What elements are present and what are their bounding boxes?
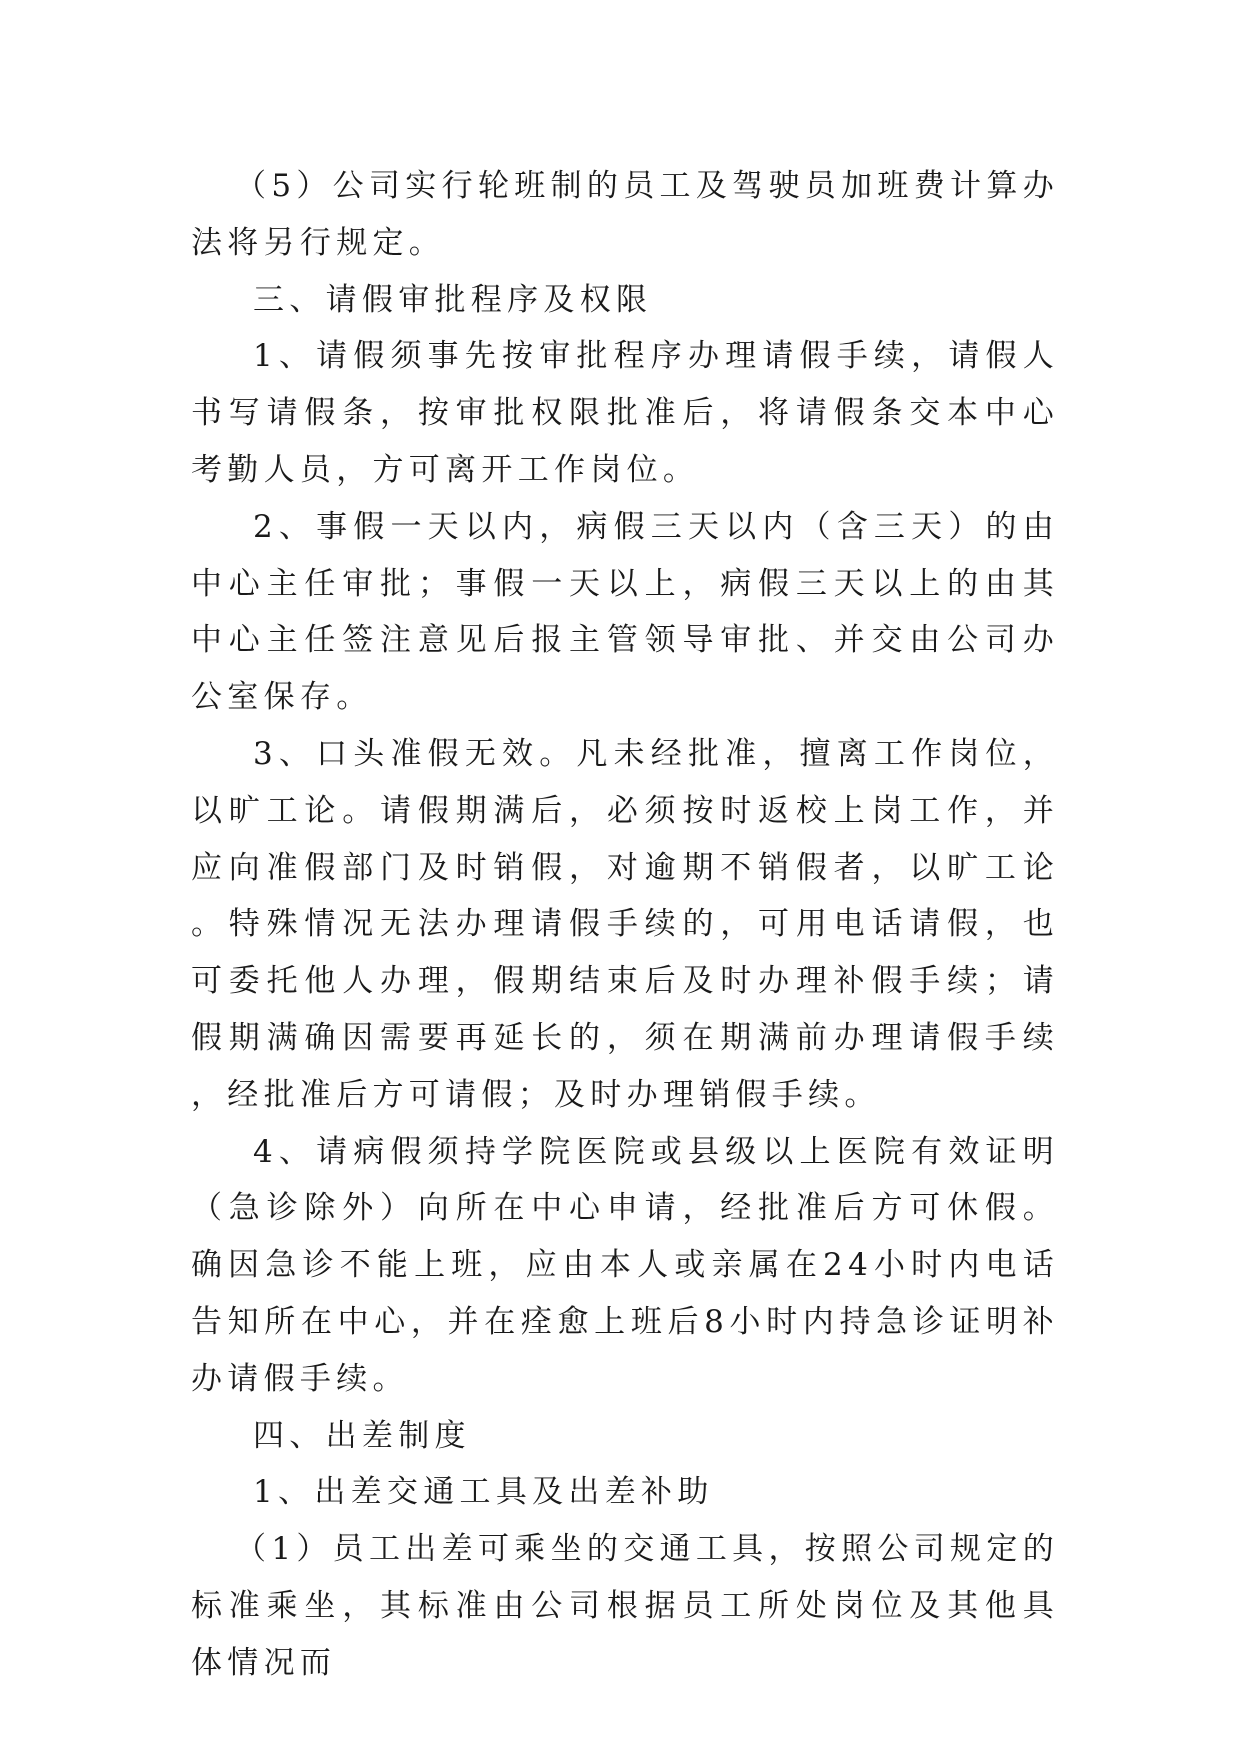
subheading-travel-transport: 1、出差交通工具及出差补助 bbox=[253, 1474, 714, 1511]
paragraph-leave-authority: 2、事假一天以内，病假三天以内（含三天）的由中心主任审批；事假一天以上，病假三天以上的由其中心主任签注意见后报主管领导审批、并交由公司办公室保存。 bbox=[191, 508, 1059, 716]
section-heading-leave-approval: 三、请假审批程序及权限 bbox=[253, 281, 653, 318]
document-body bbox=[191, 158, 1059, 1692]
paragraph-travel-transport-rule: （1）员工出差可乘坐的交通工具，按照公司规定的标准乘坐，其标准由公司根据员工所处岗位及其他具体情况而 bbox=[191, 1531, 1059, 1681]
paragraph-sick-leave: 4、请病假须持学院医院或县级以上医院有效证明（急诊除外）向所在中心申请，经批准后方可休假。确因急诊不能上班，应由本人或亲属在24小时内电话告知所在中心，并在痊愈上班后8小时内持急诊证明补办请假手续。 bbox=[191, 1133, 1059, 1397]
paragraph-overtime-rule: （5）公司实行轮班制的员工及驾驶员加班费计算办法将另行规定。 bbox=[191, 168, 1059, 261]
paragraph-verbal-leave-invalid: 3、口头准假无效。凡未经批准，擅离工作岗位，以旷工论。请假期满后，必须按时返校上岗工作，并应向准假部门及时销假，对逾期不销假者，以旷工论。特殊情况无法办理请假手续的，可用电话请假，也可委托他人办理，假期结束后及时办理补假手续；请假期满确因需要再延长的，须在期满前办理请假手续，经批准后方可请假；及时办理销假手续。 bbox=[191, 735, 1059, 1113]
paragraph-leave-procedure: 1、请假须事先按审批程序办理请假手续，请假人书写请假条，按审批权限批准后，将请假条交本中心考勤人员，方可离开工作岗位。 bbox=[191, 338, 1059, 488]
section-heading-business-travel: 四、出差制度 bbox=[253, 1417, 471, 1454]
